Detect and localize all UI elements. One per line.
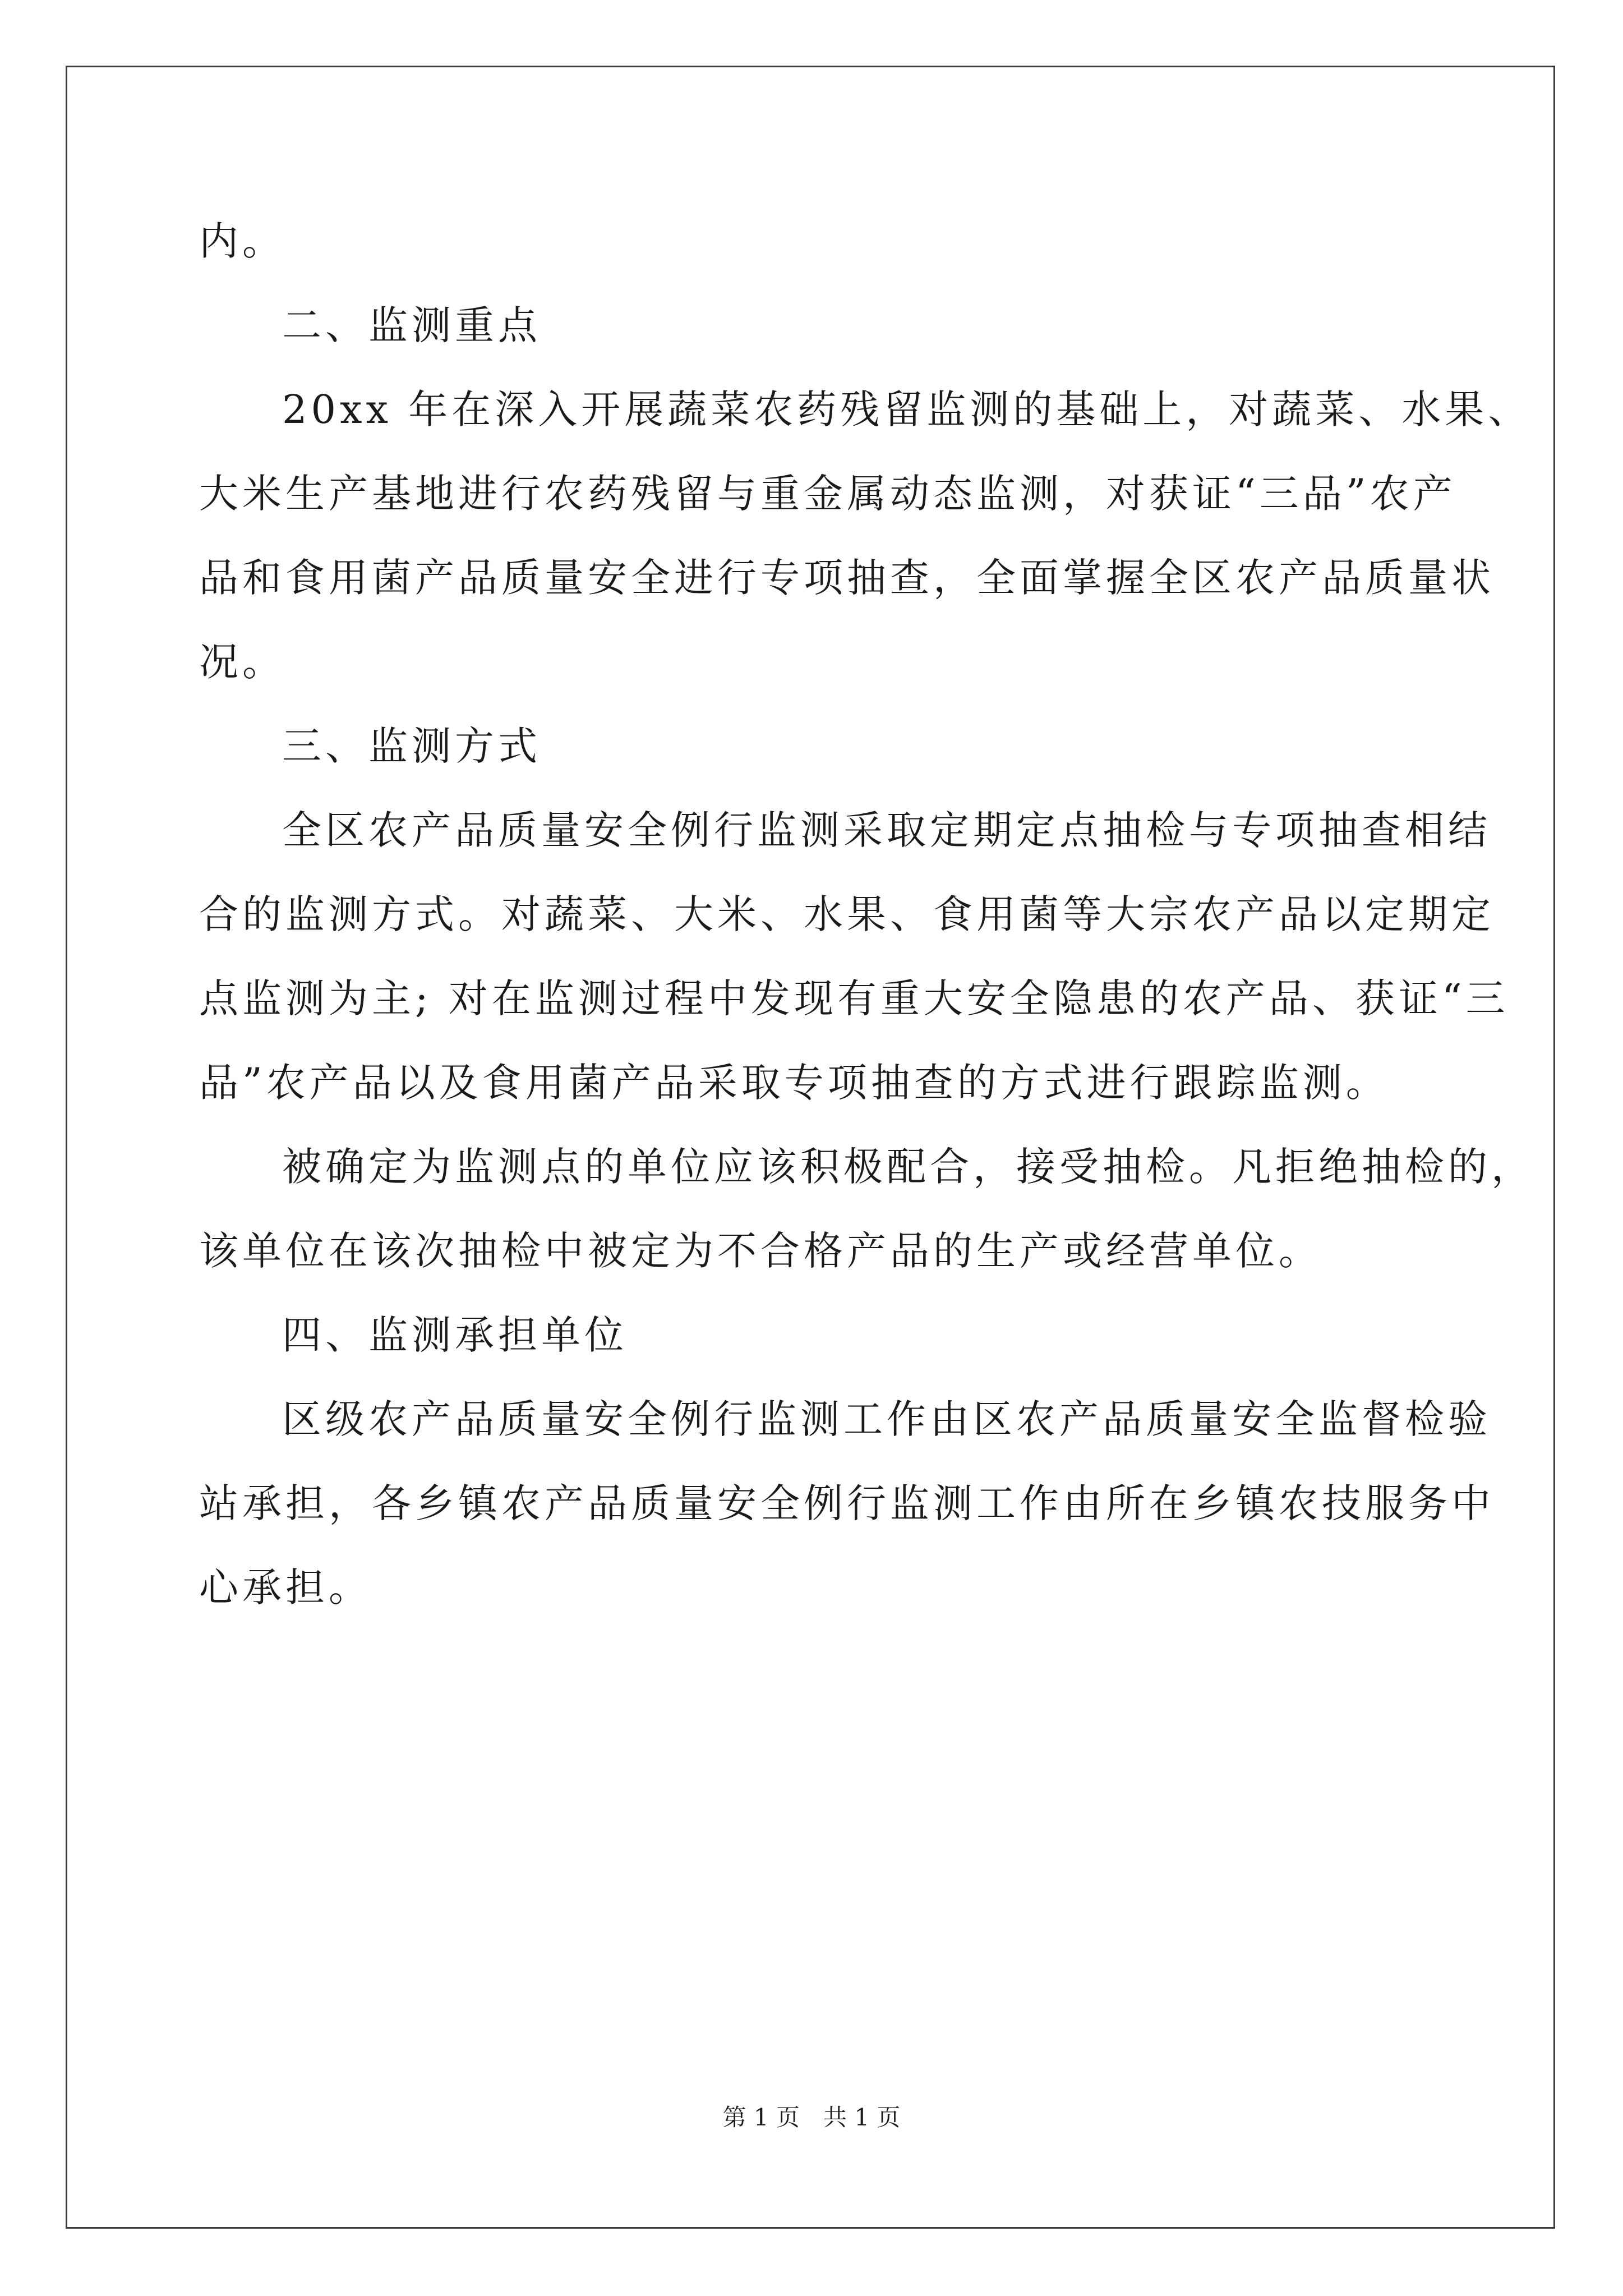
- paragraph-line: 合的监测方式。对蔬菜、大米、水果、食用菌等大宗农产品以定期定: [199, 891, 1495, 937]
- paragraph-line: 被确定为监测点的单位应该积极配合，接受抽检。凡拒绝抽检的，: [282, 1144, 1534, 1190]
- section-heading: 二、监测重点: [282, 302, 541, 348]
- paragraph-line: 况。: [199, 639, 285, 685]
- paragraph-line: 品”农产品以及食用菌产品采取专项抽查的方式进行跟踪监测。: [199, 1060, 1389, 1106]
- paragraph-line: 品和食用菌产品质量安全进行专项抽查，全面掌握全区农产品质量状: [199, 555, 1495, 601]
- section-heading: 四、监测承担单位: [282, 1312, 628, 1358]
- paragraph-line: 区级农产品质量安全例行监测工作由区农产品质量安全监督检验: [282, 1396, 1491, 1442]
- paragraph-line: 大米生产基地进行农药残留与重金属动态监测，对获证“三品”农产: [199, 471, 1456, 517]
- paragraph-line: 站承担，各乡镇农产品质量安全例行监测工作由所在乡镇农技服务中: [199, 1480, 1495, 1526]
- paragraph-line: 该单位在该次抽检中被定为不合格产品的生产或经营单位。: [199, 1228, 1322, 1274]
- paragraph-line: 20xx 年在深入开展蔬菜农药残留监测的基础上，对蔬菜、水果、: [282, 386, 1532, 432]
- paragraph-line: 内。: [199, 218, 285, 264]
- paragraph-line: 全区农产品质量安全例行监测采取定期定点抽检与专项抽查相结: [282, 807, 1491, 853]
- paragraph-line: 心承担。: [199, 1565, 372, 1611]
- page-footer: 第 1 页 共 1 页: [722, 2104, 901, 2131]
- paragraph-line: 点监测为主; 对在监测过程中发现有重大安全隐患的农产品、获证“三: [199, 976, 1509, 1022]
- section-heading: 三、监测方式: [282, 723, 541, 769]
